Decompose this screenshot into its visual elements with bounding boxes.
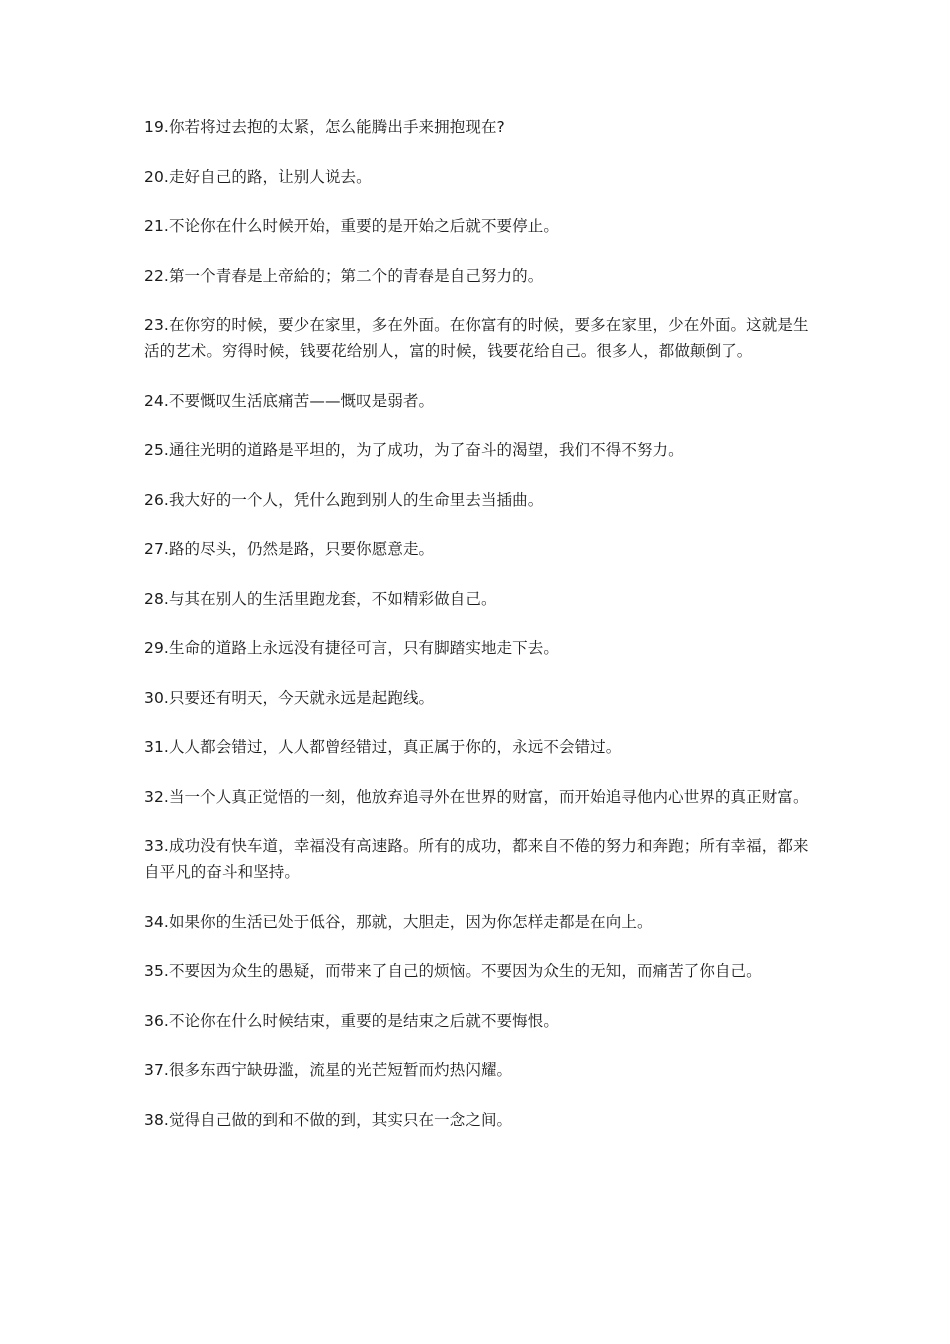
quote-item-28: 28.与其在别人的生活里跑龙套，不如精彩做自己。 [144, 589, 497, 608]
quote-item-20: 20.走好自己的路，让别人说去。 [144, 167, 372, 186]
quote-item-27: 27.路的尽头，仍然是路，只要你愿意走。 [144, 540, 435, 558]
quote-item-21: 21.不论你在什么时候开始，重要的是开始之后就不要停止。 [144, 217, 559, 235]
quote-item-34: 34.如果你的生活已处于低谷，那就，大胆走，因为你怎样走都是在向上。 [144, 912, 653, 931]
quote-list [144, 114, 816, 1156]
quote-item-35: 35.不要因为众生的愚疑，而带来了自己的烦恼。不要因为众生的无知，而痛苦了你自己。 [144, 962, 762, 980]
quote-item-36: 36.不论你在什么时候结束，重要的是结束之后就不要悔恨。 [144, 1011, 559, 1030]
quote-item-32: 32.当一个人真正觉悟的一刻，他放弃追寻外在世界的财富，而开始追寻他内心世界的真正财富。 [144, 787, 809, 806]
quote-item-19: 19.你若将过去抱的太紧，怎么能腾出手来拥抱现在? [144, 118, 505, 136]
quote-item-22: 22.第一个青春是上帝給的；第二个的青春是自己努力的。 [144, 266, 544, 285]
quote-item-24: 24.不要慨叹生活底痛苦——慨叹是弱者。 [144, 391, 435, 410]
quote-item-31: 31.人人都会错过，人人都曾经错过，真正属于你的，永远不会错过。 [144, 738, 622, 756]
quote-item-30: 30.只要还有明天，今天就永远是起跑线。 [144, 688, 435, 707]
quote-item-37: 37.很多东西宁缺毋滥，流星的光芒短暂而灼热闪耀。 [144, 1061, 513, 1079]
quote-item-33: 33.成功没有快车道，幸福没有高速路。所有的成功，都来自不倦的努力和奔跑；所有幸福，都来自平凡的奋斗和坚持。 [144, 837, 809, 881]
quote-item-38: 38.觉得自己做的到和不做的到，其实只在一念之间。 [144, 1110, 513, 1129]
quote-item-26: 26.我大好的一个人，凭什么跑到别人的生命里去当插曲。 [144, 490, 544, 509]
quote-item-25: 25.通往光明的道路是平坦的，为了成功，为了奋斗的渴望，我们不得不努力。 [144, 441, 684, 459]
quote-item-29: 29.生命的道路上永远没有捷径可言，只有脚踏实地走下去。 [144, 639, 559, 657]
quote-item-23: 23.在你穷的时候，要少在家里，多在外面。在你富有的时候，要多在家里，少在外面。这就是生活的艺术。穷得时候，钱要花给别人，富的时候，钱要花给自己。很多人，都做颠倒了。 [144, 316, 809, 360]
